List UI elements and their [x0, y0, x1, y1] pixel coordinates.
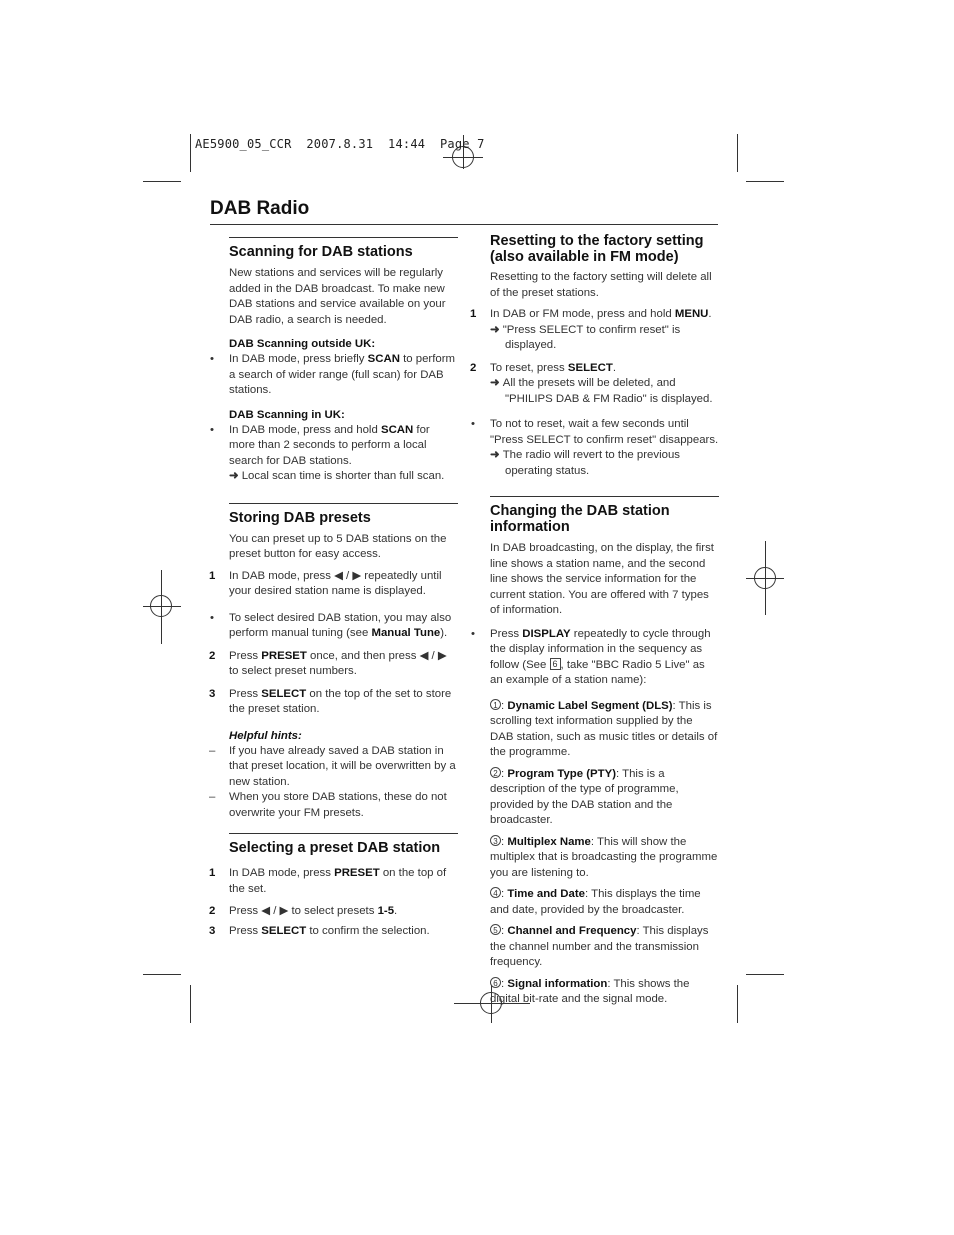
arrow-right-icon: ➜ — [490, 449, 503, 461]
step-number: 1 — [209, 569, 216, 582]
result-line: ➜ Local scan time is shorter than full scan. — [229, 470, 445, 482]
arrow-right-icon: ➜ — [490, 323, 503, 336]
circled-number: 1 — [490, 699, 501, 710]
list-item: 3 Press SELECT on the top of the set to store the preset station. — [209, 687, 452, 715]
title-rule — [210, 224, 718, 225]
circled-number: 2 — [490, 767, 501, 778]
bullet: • — [210, 423, 214, 436]
info-item: 5 : Channel and Frequency: This displays the channel number and the transmission frequency. — [490, 925, 709, 968]
list-item: • To select desired DAB station, you may also perform manual tuning (see Manual Tune). — [210, 611, 452, 639]
info-item: 1 : Dynamic Label Segment (DLS): This is scrolling text information supplied by the DAB station, such as music titles or details of the programme. — [490, 699, 718, 758]
crop-mark — [737, 134, 738, 172]
step-number: 1 — [470, 308, 477, 320]
list-item: 1 In DAB mode, press PRESET on the top of the set. — [209, 867, 447, 895]
paragraph: In DAB broadcasting, on the display, the first line shows a station name, and the second line shows the service information for the current station. You are offered with 7 types of information. — [490, 542, 714, 616]
list-item: 2 Press PRESET once, and then press ◀ / ▶ to select preset numbers. — [209, 649, 447, 677]
step-number: 2 — [209, 649, 216, 662]
page-title: DAB Radio — [210, 198, 310, 219]
hint-item: – If you have already saved a DAB station in that preset location, it will be overwritten by a new station. — [209, 744, 456, 788]
crop-mark — [190, 134, 191, 172]
section-title: Changing the DAB station information — [490, 503, 670, 535]
bullet: • — [210, 353, 214, 365]
list-item: 1 In DAB mode, press ◀ / ▶ repeatedly until your desired station name is displayed. — [209, 569, 442, 597]
crop-mark — [190, 985, 191, 1023]
section-scanning — [210, 237, 458, 485]
step-number: 3 — [209, 687, 216, 700]
list-item: 1 In DAB or FM mode, press and hold MENU. ➜ "Press SELECT to confirm reset" is displayed. — [490, 307, 719, 354]
step-number: 2 — [209, 905, 216, 917]
figure-reference: 6 — [550, 658, 561, 670]
section-title: Selecting a preset DAB station — [229, 840, 441, 856]
crop-mark — [746, 974, 784, 975]
paragraph: New stations and services will be regularly added in the DAB broadcast. To make new DAB stations and service available on your DAB radio, a search is needed. — [229, 267, 446, 326]
circled-number: 3 — [490, 835, 501, 846]
step-number: 1 — [209, 867, 216, 879]
subheading: DAB Scanning in UK: — [229, 408, 345, 421]
paragraph: You can preset up to 5 DAB stations on the preset button for easy access. — [229, 532, 447, 560]
result-line: ➜ "Press SELECT to confirm reset" is displayed. — [490, 323, 681, 351]
list-item: 2 To reset, press SELECT. ➜ All the presets will be deleted, and "PHILIPS DAB & FM Radio" is displayed. — [490, 361, 719, 408]
section-title: Storing DAB presets — [229, 509, 371, 526]
step-number: 2 — [470, 361, 477, 374]
info-item: 6 : Signal information: This shows the digital bit-rate and the signal mode. — [490, 977, 690, 1005]
crop-mark — [737, 985, 738, 1023]
section-storing — [209, 503, 458, 822]
list-item: • Press DISPLAY repeatedly to cycle through the display information in the sequency as follow (See 6 , take "BBC Radio 5 Live" as an example of a station name): — [471, 627, 711, 686]
bullet: • — [471, 627, 475, 640]
list-item: • In DAB mode, press briefly SCAN to perform a search of wider range (full scan) for DAB stations. — [210, 353, 455, 396]
list-item: • In DAB mode, press and hold SCAN for more than 2 seconds to perform a local search for DAB stations. ➜ Local scan time is shorter than full scan. — [229, 423, 458, 485]
section-title: Scanning for DAB stations — [229, 244, 413, 260]
circled-number: 5 — [490, 924, 501, 935]
list-item: • To not to reset, wait a few seconds until "Press SELECT to confirm reset" disappears. ➜ The radio will revert to the previous operating status. — [490, 417, 719, 479]
subheading: DAB Scanning outside UK: — [229, 338, 376, 350]
bullet: • — [210, 611, 214, 624]
crop-mark — [143, 181, 181, 182]
section-selecting — [209, 833, 458, 939]
step-number: 3 — [209, 924, 216, 937]
info-item: 3 : Multiplex Name: This will show the multiplex that is broadcasting the programme you are listening to. — [490, 835, 718, 879]
section-reset — [470, 233, 719, 479]
print-slug: AE5900_05_CCR 2007.8.31 14:44 Page 7 — [195, 137, 485, 151]
info-item: 2 : Program Type (PTY): This is a description of the type of programme, provided by the DAB station and the broadcaster. — [490, 767, 679, 826]
dash: – — [209, 744, 216, 757]
circled-number: 6 — [490, 977, 501, 988]
section-station-info — [471, 496, 719, 1008]
arrow-right-icon: ➜ — [490, 377, 503, 389]
info-item: 4 : Time and Date: This displays the time and date, provided by the broadcaster. — [490, 888, 701, 916]
result-line: ➜ All the presets will be deleted, and "PHILIPS DAB & FM Radio" is displayed. — [490, 377, 713, 405]
bullet: • — [471, 418, 475, 430]
circled-number: 4 — [490, 887, 501, 898]
section-title: Resetting to the factory setting (also available in FM mode) — [490, 233, 704, 265]
hints-heading: Helpful hints: — [229, 729, 302, 742]
list-item: 2 Press ◀ / ▶ to select presets 1-5. — [229, 904, 458, 920]
crop-mark — [143, 974, 181, 975]
left-column — [209, 237, 458, 946]
paragraph: Resetting to the factory setting will delete all of the preset stations. — [490, 271, 712, 299]
result-line: ➜ The radio will revert to the previous operating status. — [490, 449, 680, 477]
arrow-right-icon: ➜ — [229, 470, 242, 482]
list-item: 3 Press SELECT to confirm the selection. — [229, 924, 458, 940]
hint-item: – When you store DAB stations, these do not overwrite your FM presets. — [209, 791, 447, 819]
right-column — [470, 233, 719, 1014]
crop-mark — [746, 181, 784, 182]
dash: – — [209, 791, 216, 803]
